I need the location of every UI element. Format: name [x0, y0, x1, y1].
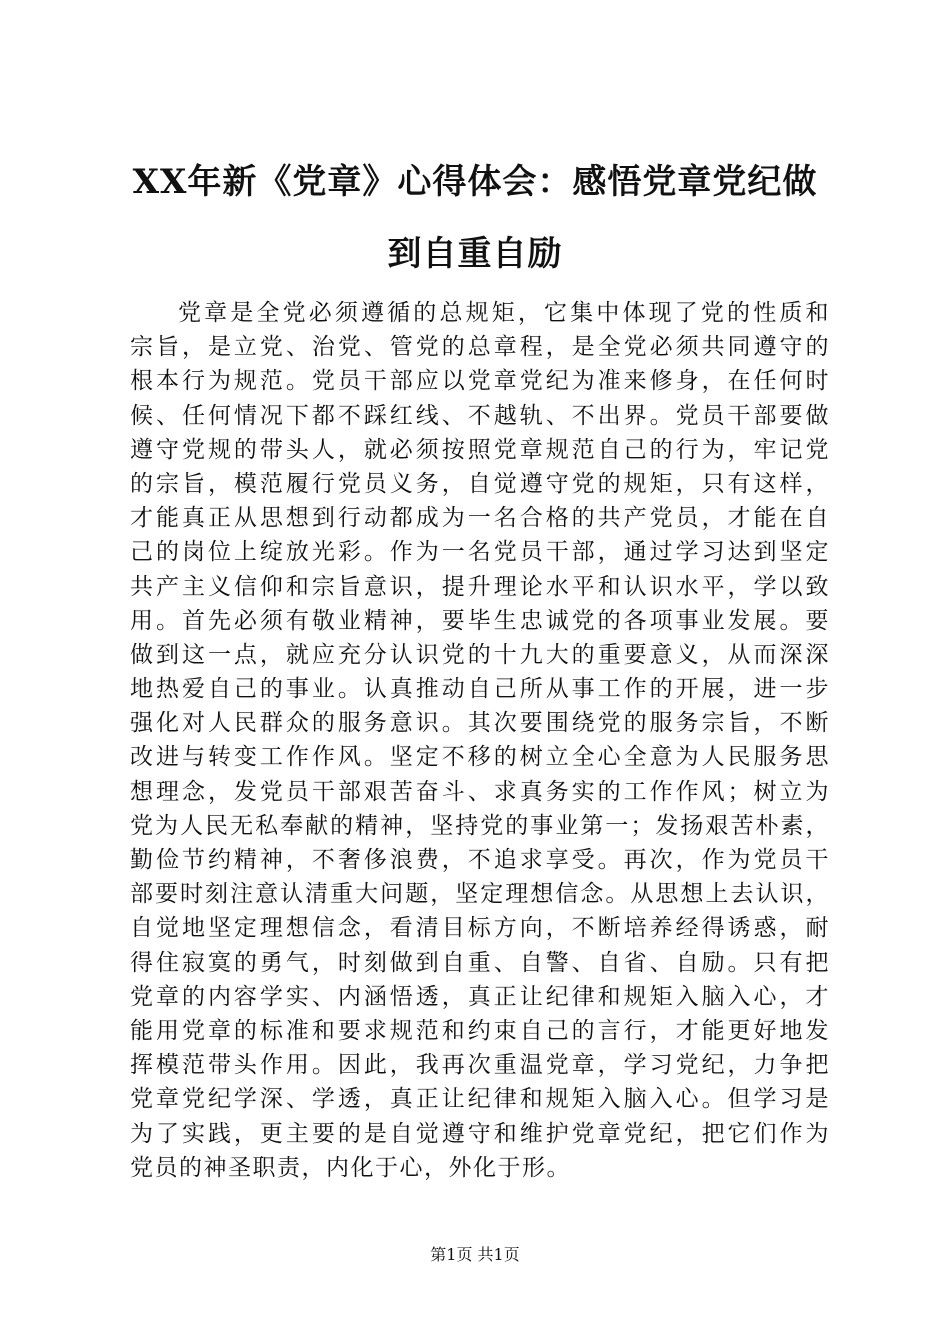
body-text-line: 得住寂寞的勇气，时刻做到自重、自警、自省、自励。只有把: [130, 949, 830, 976]
body-text-line: 勤俭节约精神，不奢侈浪费，不追求享受。再次，作为党员干: [130, 847, 830, 873]
body-text-line: 共产主义信仰和宗旨意识，提升理论水平和认识水平，学以致: [130, 573, 830, 600]
body-text-line: 想理念，发党员干部艰苦奋斗、求真务实的工作作风；树立为: [130, 778, 830, 805]
document-title-line-1: XX年新《党章》心得体会：感悟党章党纪做: [132, 162, 818, 202]
body-text-line: 改进与转变工作作风。坚定不移的树立全心全意为人民服务思: [130, 744, 830, 771]
body-text-line: 候、任何情况下都不踩红线、不越轨、不出界。党员干部要做: [130, 402, 830, 429]
body-text-line: 党为人民无私奉献的精神，坚持党的事业第一；发扬艰苦朴素，: [130, 812, 830, 839]
body-text-line: 挥模范带头作用。因此，我再次重温党章，学习党纪，力争把: [130, 1052, 830, 1079]
document-title-line-2: 到自重自励: [387, 234, 563, 274]
body-text-line: 党章是全党必须遵循的总规矩，它集中体现了党的性质和: [178, 300, 830, 326]
body-text-line: 部要时刻注意认清重大问题，坚定理想信念。从思想上去认识，: [130, 881, 830, 908]
document-body: [130, 296, 830, 1185]
body-text-line: 做到这一点，就应充分认识党的十九大的重要意义，从而深深: [130, 641, 830, 668]
body-text-line: 己的岗位上绽放光彩。作为一名党员干部，通过学习达到坚定: [130, 539, 830, 566]
body-text-line: 遵守党规的带头人，就必须按照党章规范自己的行为，牢记党: [130, 436, 830, 463]
page-footer: 第1页 共1页: [430, 1245, 520, 1264]
body-text-line: 党章的内容学实、内涵悟透，真正让纪律和规矩入脑入心，才: [130, 983, 830, 1010]
body-text-line: 的宗旨，模范履行党员义务，自觉遵守党的规矩，只有这样，: [130, 470, 830, 497]
body-text-line: 根本行为规范。党员干部应以党章党纪为准来修身，在任何时: [130, 368, 830, 395]
body-text-line: 为了实践，更主要的是自觉遵守和维护党章党纪，把它们作为: [130, 1120, 830, 1147]
body-text-line: 能用党章的标准和要求规范和约束自己的言行，才能更好地发: [130, 1017, 830, 1044]
body-text-line: 党员的神圣职责，内化于心，外化于形。: [130, 1154, 571, 1181]
body-text-line: 强化对人民群众的服务意识。其次要围绕党的服务宗旨，不断: [130, 710, 830, 737]
body-text-line: 党章党纪学深、学透，真正让纪律和规矩入脑入心。但学习是: [130, 1086, 830, 1113]
body-text-line: 地热爱自己的事业。认真推动自己所从事工作的开展，进一步: [130, 676, 830, 703]
body-text-line: 自觉地坚定理想信念，看清目标方向，不断培养经得诱惑，耐: [130, 915, 830, 942]
body-text-line: 宗旨，是立党、治党、管党的总章程，是全党必须共同遵守的: [130, 334, 830, 361]
body-text-line: 才能真正从思想到行动都成为一名合格的共产党员，才能在自: [130, 505, 830, 532]
body-text-line: 用。首先必须有敬业精神，要毕生忠诚党的各项事业发展。要: [130, 607, 830, 634]
